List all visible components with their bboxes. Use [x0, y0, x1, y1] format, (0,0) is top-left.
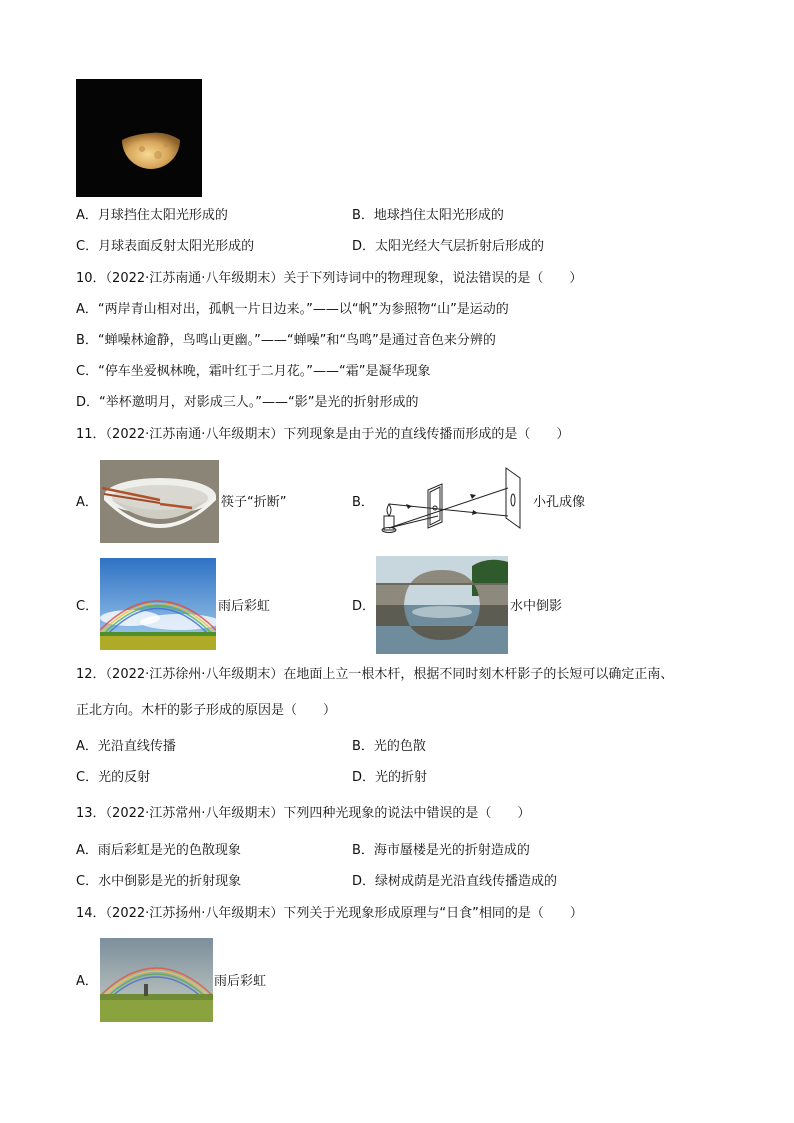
- q11-option-b-letter[interactable]: B．: [352, 495, 374, 510]
- q12-stem-line-1: 12．（2022·江苏徐州·八年级期末）在地面上立一根木杆，根据不同时刻木杆影子的长短可以确定正南、: [76, 667, 674, 682]
- q11-option-b-caption: 小孔成像: [533, 495, 586, 510]
- q11-option-a-caption: 筷子“折断”: [221, 495, 287, 510]
- q11-stem: 11．（2022·江苏南通·八年级期末）下列现象是由于光的直线传播而形成的是（ ）: [76, 427, 570, 442]
- q10-stem: 10．（2022·江苏南通·八年级期末）关于下列诗词中的物理现象，说法错误的是（ ）: [76, 271, 583, 286]
- q14-option-a-caption: 雨后彩虹: [214, 974, 267, 989]
- q9-option-a[interactable]: A．月球挡住太阳光形成的: [76, 208, 228, 223]
- q14-option-a-letter[interactable]: A．: [76, 974, 98, 989]
- q12-option-c[interactable]: C．光的反射: [76, 770, 151, 785]
- pinhole-camera-diagram: [378, 464, 530, 536]
- chopsticks-bowl-image: [100, 460, 219, 543]
- q11-option-d-caption: 水中倒影: [510, 599, 563, 614]
- q13-option-a[interactable]: A．雨后彩虹是光的色散现象: [76, 843, 241, 858]
- q13-option-b[interactable]: B．海市蜃楼是光的折射造成的: [352, 843, 530, 858]
- q12-option-d[interactable]: D．光的折射: [352, 770, 428, 785]
- q13-option-d[interactable]: D．绿树成荫是光沿直线传播造成的: [352, 874, 558, 889]
- q14-stem: 14．（2022·江苏扬州·八年级期末）下列关于光现象形成原理与“日食”相同的是（ ）: [76, 906, 583, 921]
- q9-option-b[interactable]: B．地球挡住太阳光形成的: [352, 208, 504, 223]
- rainbow-image: [100, 558, 216, 650]
- q10-option-a[interactable]: A．“两岸青山相对出，孤帆一片日边来。”——以“帆”为参照物“山”是运动的: [76, 302, 509, 317]
- q12-stem-line-2: 正北方向。木杆的影子形成的原因是（ ）: [76, 703, 337, 718]
- q13-option-c[interactable]: C．水中倒影是光的折射现象: [76, 874, 242, 889]
- q11-option-a-letter[interactable]: A．: [76, 495, 98, 510]
- q10-option-b[interactable]: B．“蝉噪林逾静，鸟鸣山更幽。”——“蝉噪”和“鸟鸣”是通过音色来分辨的: [76, 333, 496, 348]
- q12-option-b[interactable]: B．光的色散: [352, 739, 426, 754]
- bridge-reflection-image: [376, 556, 508, 654]
- q10-option-c[interactable]: C．“停车坐爱枫林晚，霜叶红于二月花。”——“霜”是凝华现象: [76, 364, 431, 379]
- q11-option-d-letter[interactable]: D．: [352, 599, 376, 614]
- q11-option-c-caption: 雨后彩虹: [218, 599, 271, 614]
- rainbow-field-image: [100, 938, 213, 1022]
- q10-option-d[interactable]: D．“举杯邀明月，对影成三人。”——“影”是光的折射形成的: [76, 395, 419, 410]
- q12-option-a[interactable]: A．光沿直线传播: [76, 739, 176, 754]
- q11-option-c-letter[interactable]: C．: [76, 599, 99, 614]
- moon-eclipse-image: [76, 79, 202, 197]
- q13-stem: 13．（2022·江苏常州·八年级期末）下列四种光现象的说法中错误的是（ ）: [76, 806, 531, 821]
- q9-option-c[interactable]: C．月球表面反射太阳光形成的: [76, 239, 255, 254]
- q9-option-d[interactable]: D．太阳光经大气层折射后形成的: [352, 239, 545, 254]
